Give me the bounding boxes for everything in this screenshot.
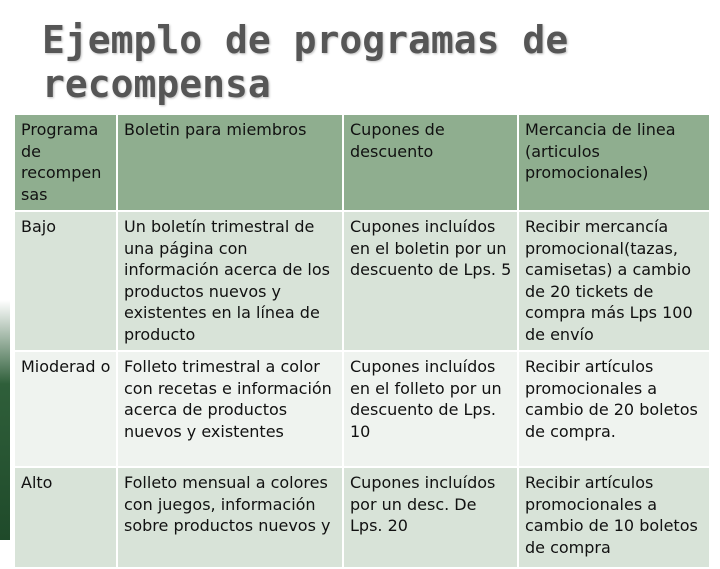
decorative-side-bar bbox=[0, 300, 10, 540]
table-row bbox=[14, 351, 710, 467]
table-header-row bbox=[14, 114, 710, 211]
cell-coupons: Cupones incluídos en el folleto por un descuento de Lps. 10 bbox=[343, 351, 518, 467]
header-program: Programa de recompen sas bbox=[14, 114, 117, 211]
table-row bbox=[14, 211, 710, 351]
header-merchandise: Mercancia de linea (articulos promocionales) bbox=[518, 114, 710, 211]
cell-merchandise: Recibir artículos promocionales a cambio de 10 boletos de compra bbox=[518, 467, 710, 568]
rewards-table bbox=[13, 113, 711, 569]
cell-coupons: Cupones incluídos en el boletin por un descuento de Lps. 5 bbox=[343, 211, 518, 351]
cell-newsletter: Folleto mensual a colores con juegos, información sobre productos nuevos y bbox=[117, 467, 343, 568]
cell-newsletter: Folleto trimestral a color con recetas e información acerca de productos nuevos y existentes bbox=[117, 351, 343, 467]
header-coupons: Cupones de descuento bbox=[343, 114, 518, 211]
rewards-table-container bbox=[13, 113, 709, 557]
cell-level: Alto bbox=[14, 467, 117, 568]
cell-newsletter: Un boletín trimestral de una página con información acerca de los productos nuevos y existentes en la línea de producto bbox=[117, 211, 343, 351]
cell-merchandise: Recibir mercancía promocional(tazas, camisetas) a cambio de 20 tickets de compra más Lps 100 de envío bbox=[518, 211, 710, 351]
slide-title: Ejemplo de programas de recompensa bbox=[42, 18, 569, 106]
cell-merchandise: Recibir artículos promocionales a cambio de 20 boletos de compra. bbox=[518, 351, 710, 467]
cell-level: Bajo bbox=[14, 211, 117, 351]
cell-coupons: Cupones incluídos por un desc. De Lps. 20 bbox=[343, 467, 518, 568]
header-newsletter: Boletin para miembros bbox=[117, 114, 343, 211]
cell-level: Mioderad o bbox=[14, 351, 117, 467]
table-row bbox=[14, 467, 710, 568]
